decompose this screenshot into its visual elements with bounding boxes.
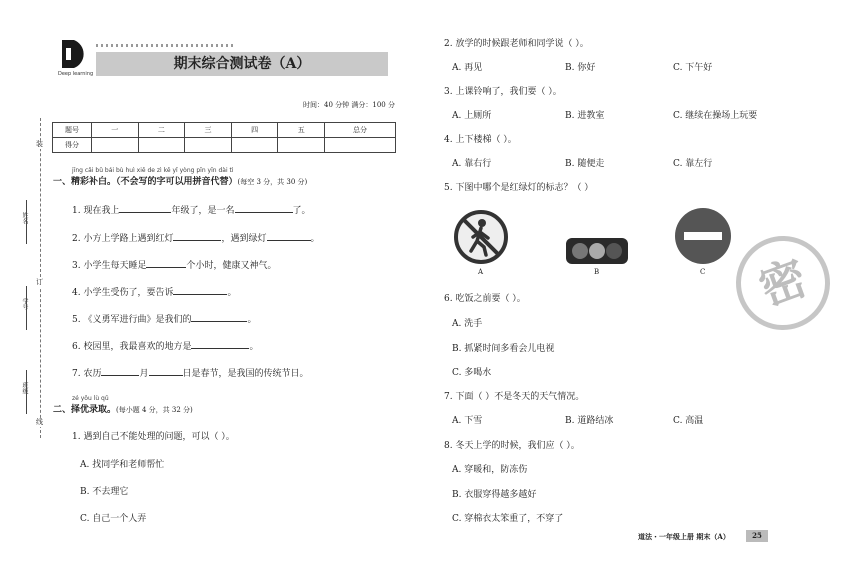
- no-pedestrian-sign-icon[interactable]: [453, 209, 509, 265]
- option-b[interactable]: B. 衣服穿得越多越好: [452, 490, 537, 500]
- section2-heading: [53, 404, 193, 416]
- score-cell[interactable]: [185, 138, 232, 153]
- logo-d-mark: [60, 38, 94, 70]
- answer-blank[interactable]: [119, 203, 171, 213]
- item-text: 小学生受伤了，要告诉: [83, 288, 174, 298]
- confidential-stamp: [723, 223, 843, 343]
- score-table-score-row: [53, 138, 396, 153]
- fill-item-1: [72, 203, 311, 217]
- score-header-cell: 一: [92, 123, 139, 138]
- answer-blank[interactable]: [191, 312, 247, 322]
- section2-note: (每小题 4 分，共 32 分): [116, 406, 193, 414]
- score-header-cell: 三: [185, 123, 232, 138]
- item-number: 3.: [72, 261, 81, 271]
- image-label-b: B: [594, 268, 600, 276]
- class-label: 班级: [21, 382, 28, 394]
- item-text: 校园里，我最喜欢的地方是: [83, 342, 192, 352]
- section1-heading: [53, 176, 307, 188]
- page-number: 25: [746, 530, 768, 542]
- score-header-cell: 四: [231, 123, 278, 138]
- fill-item-4: [72, 285, 237, 299]
- section1-note: (每空 3 分，共 30 分): [237, 178, 308, 186]
- option-b[interactable]: B. 进教室: [565, 111, 605, 121]
- option-c[interactable]: C. 穿棉衣太笨重了，不穿了: [452, 514, 564, 524]
- stamp-glyph: 密: [752, 249, 814, 317]
- fill-item-5: [72, 312, 257, 326]
- score-cell[interactable]: [278, 138, 325, 153]
- student-id-field[interactable]: [26, 286, 27, 330]
- fill-item-3: [72, 258, 277, 272]
- exam-meta: 时间：40 分钟 满分：100 分: [303, 101, 395, 109]
- option-a[interactable]: A. 下雪: [452, 416, 483, 426]
- answer-blank[interactable]: [101, 366, 139, 376]
- item-number: 2.: [72, 234, 81, 244]
- score-row-label: 得分: [53, 138, 92, 153]
- item-text: 日是春节，是我国的传统节日。: [182, 369, 309, 379]
- answer-blank[interactable]: [173, 231, 221, 241]
- student-name-label: 姓名: [21, 212, 28, 224]
- item-text: 《义勇军进行曲》是我们的: [83, 315, 192, 325]
- item-text: 现在我上: [83, 206, 120, 216]
- answer-blank[interactable]: [191, 339, 249, 349]
- score-header-cell: 题号: [53, 123, 92, 138]
- item-text: ，遇到绿灯: [221, 234, 267, 244]
- score-cell[interactable]: [325, 138, 396, 153]
- section1-pinyin: jīng cǎi bǔ bái bù huì xiě de zì kě yǐ yòng pīn yīn dài tì: [72, 167, 234, 174]
- option-c[interactable]: C. 继续在操场上玩要: [673, 111, 758, 121]
- binding-mark: 线: [36, 418, 43, 426]
- class-field[interactable]: [26, 370, 27, 414]
- fill-item-6: [72, 339, 259, 353]
- option-a[interactable]: A. 上厕所: [452, 111, 492, 121]
- option-c[interactable]: C. 靠左行: [673, 159, 713, 169]
- question-stem: 6. 吃饭之前要（ ）。: [444, 294, 526, 304]
- item-text: 。: [227, 288, 237, 298]
- score-header-cell: 二: [138, 123, 185, 138]
- item-number: 4.: [72, 288, 81, 298]
- option-a[interactable]: A. 穿暖和，防冻伤: [452, 465, 528, 475]
- score-header-cell: 总分: [325, 123, 396, 138]
- score-cell[interactable]: [92, 138, 139, 153]
- option-a[interactable]: A. 找同学和老师帮忙: [80, 460, 165, 470]
- option-b[interactable]: B. 道路结冰: [565, 416, 614, 426]
- binding-mark: 订: [36, 278, 43, 286]
- option-b[interactable]: B. 随便走: [565, 159, 605, 169]
- score-table-header-row: [53, 123, 396, 138]
- item-text: 月: [139, 369, 149, 379]
- question-stem: 8. 冬天上学的时候，我们应（ ）。: [444, 441, 580, 451]
- item-text: 。: [249, 342, 259, 352]
- option-c[interactable]: C. 自己一个人弄: [80, 514, 147, 524]
- answer-blank[interactable]: [173, 285, 227, 295]
- question-stem: 7. 下面（ ）不是冬天的天气情况。: [444, 392, 585, 402]
- answer-blank[interactable]: [235, 203, 293, 213]
- item-number: 6.: [72, 342, 81, 352]
- option-a[interactable]: A. 靠右行: [452, 159, 492, 169]
- student-name-field[interactable]: [26, 200, 27, 244]
- item-number: 5.: [72, 315, 81, 325]
- option-b[interactable]: B. 不去理它: [80, 487, 129, 497]
- score-cell[interactable]: [231, 138, 278, 153]
- answer-blank[interactable]: [149, 366, 183, 376]
- logo-noise-strip: [96, 44, 236, 47]
- question-stem: 1. 遇到自己不能处理的问题，可以（ ）。: [72, 432, 235, 442]
- score-header-cell: 五: [278, 123, 325, 138]
- question-stem: 2. 放学的时候跟老师和同学说（ ）。: [444, 39, 589, 49]
- answer-blank[interactable]: [267, 231, 311, 241]
- binding-mark: 装: [36, 140, 43, 148]
- option-c[interactable]: C. 下午好: [673, 63, 713, 73]
- option-b[interactable]: B. 你好: [565, 63, 596, 73]
- publisher-logo: [60, 38, 94, 74]
- item-text: 农历: [83, 369, 102, 379]
- option-a[interactable]: A. 洗手: [452, 319, 483, 329]
- question-stem: 4. 上下楼梯（ ）。: [444, 135, 517, 145]
- item-number: 1.: [72, 206, 81, 216]
- section2-heading-text: 二、择优录取。: [53, 405, 117, 415]
- no-entry-sign-icon[interactable]: [674, 207, 732, 265]
- item-text: 了。: [292, 206, 311, 216]
- option-a[interactable]: A. 再见: [452, 63, 483, 73]
- item-text: 小学生每天睡足: [83, 261, 147, 271]
- traffic-light-icon[interactable]: [565, 237, 629, 265]
- item-text: 小方上学路上遇到红灯: [83, 234, 174, 244]
- image-label-a: A: [478, 268, 484, 276]
- logo-caption: Deep learning: [58, 71, 94, 77]
- image-label-c: C: [700, 268, 706, 276]
- section2-pinyin: zé yōu lù qǔ: [72, 395, 109, 402]
- option-b[interactable]: B. 抓紧时间多看会儿电视: [452, 344, 555, 354]
- option-c[interactable]: C. 高温: [673, 416, 704, 426]
- question-stem: 5. 下图中哪个是红绿灯的标志？（ ）: [444, 183, 594, 193]
- answer-blank[interactable]: [146, 258, 186, 268]
- item-text: 。: [247, 315, 257, 325]
- item-text: 年级了，是一名: [171, 206, 235, 216]
- score-cell[interactable]: [138, 138, 185, 153]
- section1-heading-text: 一、精彩补白。（不会写的字可以用拼音代替）: [53, 177, 238, 187]
- option-c[interactable]: C. 多喝水: [452, 368, 492, 378]
- footer-label: 道法・一年级上册 期末（A）: [638, 532, 730, 541]
- item-text: 。: [310, 234, 320, 244]
- fill-item-7: [72, 366, 309, 380]
- score-table: [52, 122, 396, 153]
- page-title: 期末综合测试卷（A）: [173, 56, 311, 72]
- student-id-label: 学号: [21, 298, 28, 310]
- item-text: 个小时，健康又神气。: [186, 261, 277, 271]
- fill-item-2: [72, 231, 320, 245]
- item-number: 7.: [72, 369, 81, 379]
- question-stem: 3. 上课铃响了，我们要（ ）。: [444, 87, 562, 97]
